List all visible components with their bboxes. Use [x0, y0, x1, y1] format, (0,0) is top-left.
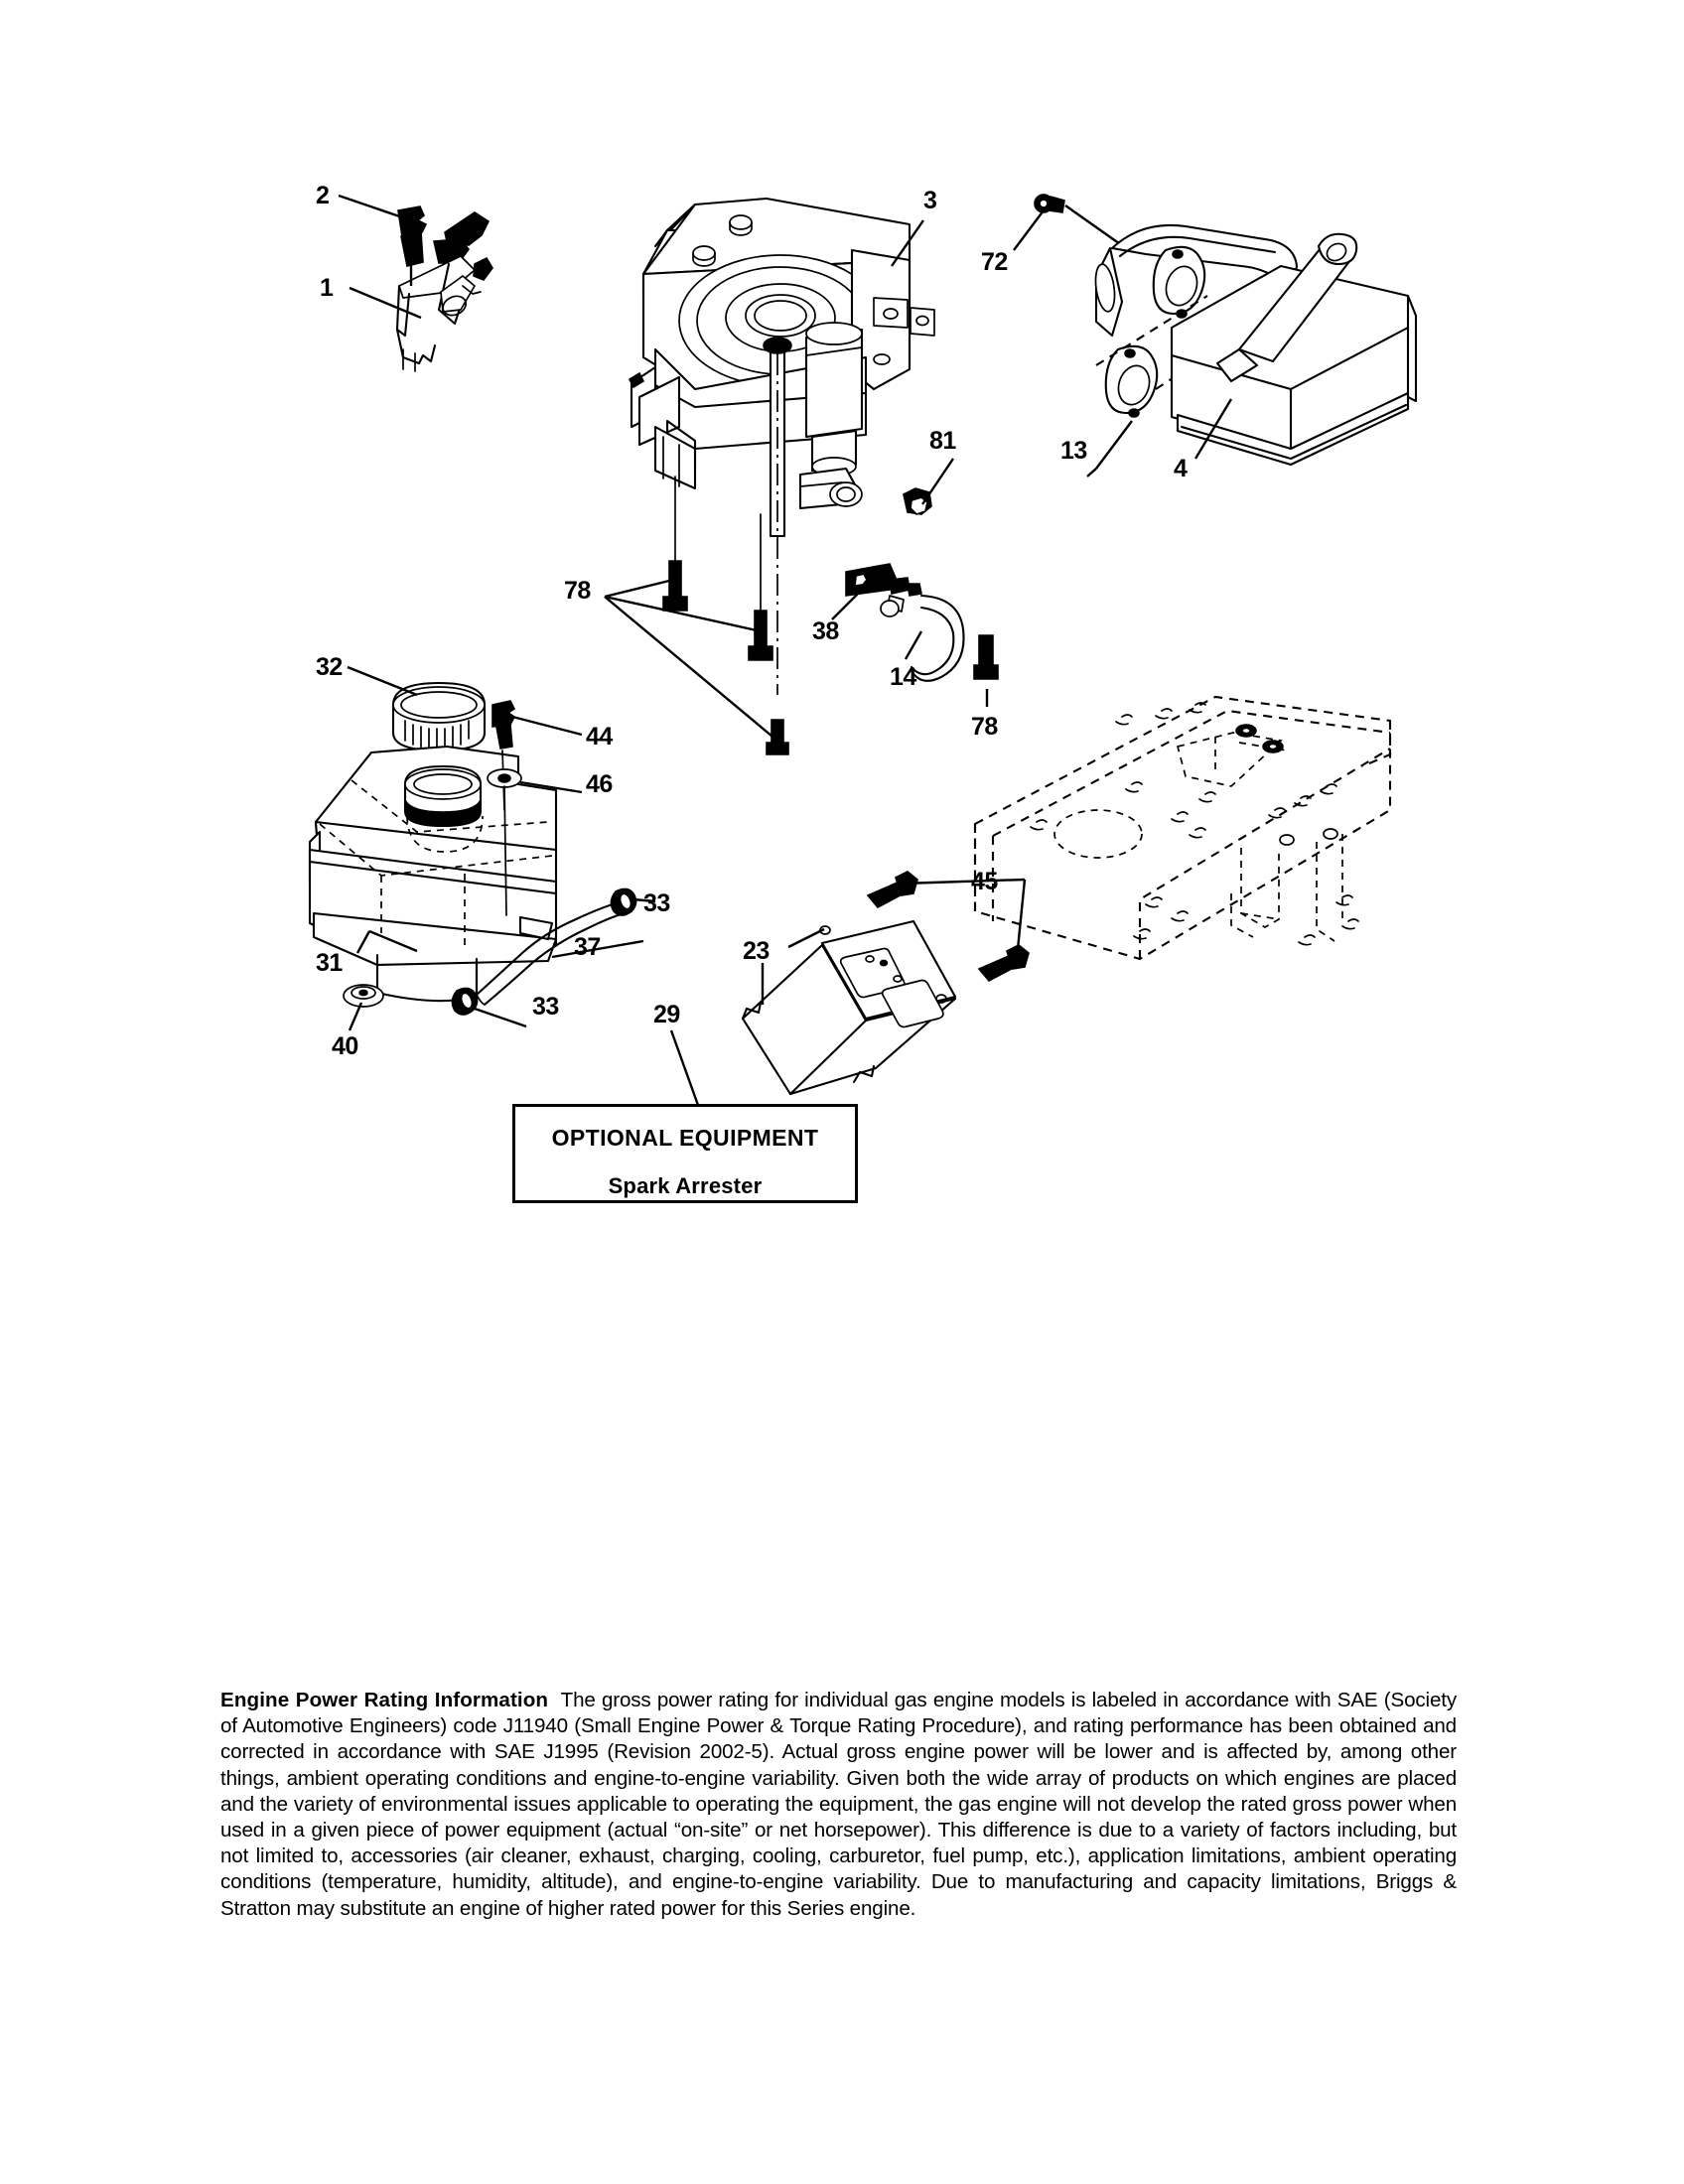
- spark-arrester-leader: [653, 1001, 699, 1108]
- callout-46: 46: [586, 770, 613, 798]
- callout-29: 29: [653, 1001, 680, 1028]
- oil-filter-nut: [904, 427, 956, 514]
- callout-32: 32: [316, 653, 343, 681]
- throttle-control-assembly: [316, 182, 492, 371]
- exhaust-muffler-assembly: [981, 195, 1416, 482]
- callout-31: 31: [316, 949, 343, 977]
- callout-38: 38: [812, 617, 839, 645]
- callout-33-lower: 33: [532, 993, 559, 1021]
- callout-4: 4: [1174, 455, 1188, 482]
- grommet: [332, 985, 383, 1060]
- optional-equipment-box: [512, 1104, 858, 1203]
- hex-bolt: [767, 720, 788, 754]
- callout-3: 3: [923, 187, 937, 214]
- callout-81: 81: [929, 427, 956, 455]
- hose-clamp-lower: [452, 988, 558, 1026]
- callout-44: 44: [586, 723, 613, 751]
- callout-1: 1: [320, 274, 334, 302]
- callout-72: 72: [981, 248, 1008, 276]
- optional-equipment-title: OPTIONAL EQUIPMENT: [551, 1125, 819, 1151]
- callout-37: 37: [574, 933, 601, 961]
- engine-power-rating-note: [220, 1688, 1457, 1922]
- optional-equipment-subtitle: Spark Arrester: [608, 1173, 763, 1198]
- callout-45: 45: [971, 868, 998, 895]
- hex-bolt-single: [971, 635, 998, 741]
- callout-33-upper: 33: [643, 889, 670, 917]
- note-body: The gross power rating for individual gas engine models is labeled in accordance with SAE (Society of Automotive Engineers) code J11940 (Small Engine Power & Torque Rating Procedure), and rating performance has been obtained and corrected in accordance with SAE J1995 (Revision 2002-5). Actual gross engine power will be lower and is affected by, among other things, ambient operating conditions and engine-to-engine variability. Given both the wide array of products on which engines are placed and the variety of environmental issues applicable to operating the equipment, the gas engine will not develop the rated gross power when used in a given piece of power equipment (actual “on-site” or net horsepower). This difference is due to a variety of factors including, but not limited to, accessories (air cleaner, exhaust, charging, cooling, carburetor, fuel pump, etc.), application limitations, ambient operating conditions (temperature, humidity, altitude), and engine-to-engine variability. Due to manufacturing and capacity limitations, Briggs & Stratton may substitute an engine of higher rated power for this Series engine.: [220, 1689, 1457, 1920]
- engine-block: [630, 187, 936, 695]
- callout-23: 23: [743, 937, 770, 965]
- exhaust-gasket-upper: [1154, 247, 1204, 318]
- hex-bolt: [749, 514, 772, 660]
- muffler: [1172, 234, 1416, 482]
- callout-2: 2: [316, 182, 330, 209]
- callout-40: 40: [332, 1032, 358, 1060]
- fuel-tank: [310, 747, 556, 1001]
- callout-78-group: 78: [564, 577, 591, 605]
- note-heading: Engine Power Rating Information: [220, 1689, 549, 1711]
- fuel-shutoff-valve: [812, 564, 921, 645]
- hex-bolt: [663, 477, 687, 611]
- hose-clamp-upper: [611, 888, 669, 917]
- fuel-cap: [316, 653, 485, 751]
- fuel-tank-assembly: [310, 653, 670, 1060]
- callout-13: 13: [1060, 437, 1087, 465]
- hex-bolt-group: [564, 477, 788, 754]
- callout-14: 14: [890, 663, 916, 691]
- chassis-deck-phantom: [975, 697, 1390, 959]
- callout-78-single: 78: [971, 713, 998, 741]
- heat-shield: [743, 921, 955, 1094]
- exhaust-gasket: [1087, 346, 1157, 477]
